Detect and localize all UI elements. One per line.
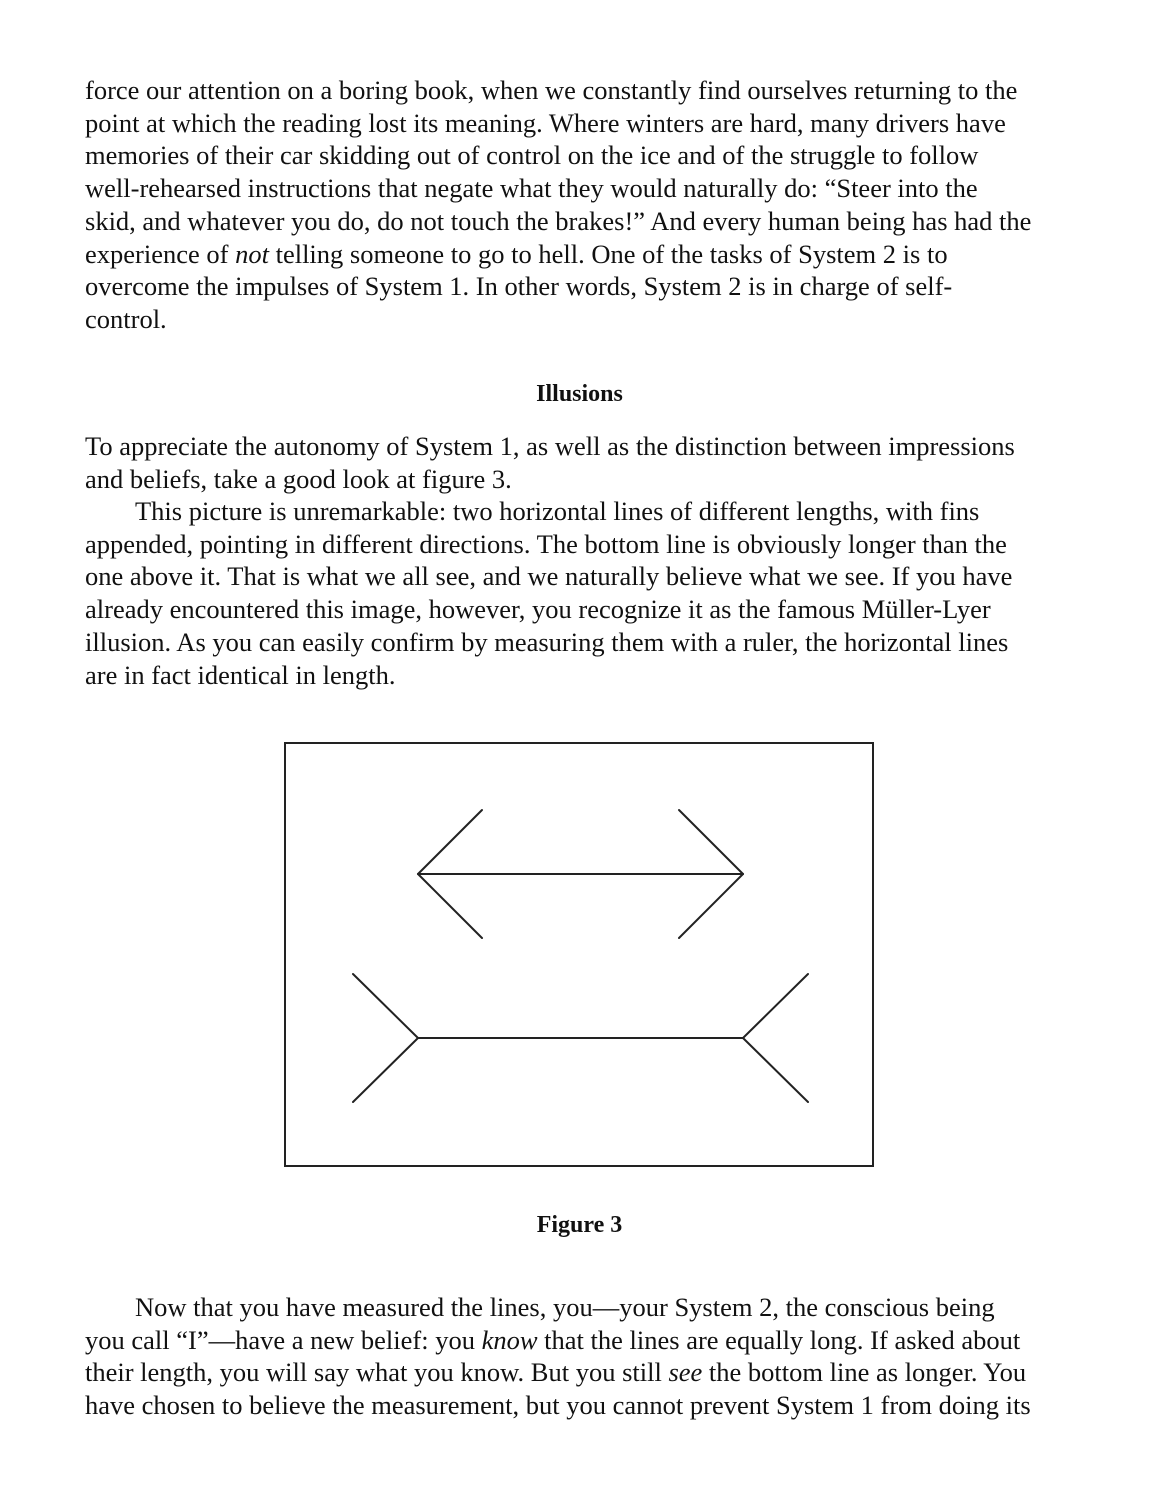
text-line: one above it. That is what we all see, and we naturally believe what we see. If you have [85, 561, 1013, 592]
text-line: skid, and whatever you do, do not touch the brakes!” And every human being has had the [85, 205, 1032, 236]
muller-lyer-illustration [286, 744, 872, 1165]
text-line: control. [85, 303, 167, 334]
text-line: Now that you have measured the lines, you—your System 2, the conscious being [135, 1292, 995, 1322]
text-run: the bottom line as longer. You [702, 1357, 1027, 1388]
text-line: point at which the reading lost its meaning. Where winters are hard, many drivers have [85, 107, 1006, 138]
paragraph-measured-lines [85, 1291, 1085, 1422]
text-line: memories of their car skidding out of control on the ice and of the struggle to follow [85, 140, 979, 171]
text-line [85, 1356, 1085, 1389]
text-line: force our attention on a boring book, when we constantly find ourselves returning to the [85, 75, 1018, 105]
emphasis-know: know [481, 1324, 538, 1355]
text-line: appended, pointing in different directions. The bottom line is obviously longer than the [85, 528, 1007, 559]
text-run: telling someone to go to hell. One of the tasks of System 2 is to [268, 238, 948, 269]
text-run: that the lines are equally long. If asked about [537, 1324, 1021, 1355]
top-right-fin-upper [679, 810, 743, 874]
emphasis-not: not [235, 238, 269, 269]
paragraph-autonomy [85, 430, 1085, 495]
top-right-fin-lower [679, 874, 743, 938]
text-run: their length, you will say what you know. But you still [85, 1357, 669, 1388]
paragraph-picture-description [85, 495, 1085, 691]
bottom-right-fin-lower [743, 1038, 808, 1102]
top-left-fin-lower [418, 874, 482, 938]
emphasis-see: see [668, 1357, 703, 1388]
figure-caption: Figure 3 [536, 1212, 623, 1238]
text-line: illusion. As you can easily confirm by measuring them with a ruler, the horizontal lines [85, 626, 1009, 657]
text-line: have chosen to believe the measurement, but you cannot prevent System 1 from doing its [85, 1390, 1031, 1421]
section-heading-illusions: Illusions [536, 381, 623, 407]
text-run: experience of [85, 238, 236, 269]
text-line [85, 238, 1085, 271]
paragraph-self-control [85, 74, 1085, 336]
top-left-fin-upper [418, 810, 482, 874]
bottom-left-fin-lower [353, 1038, 418, 1102]
text-run: you call “I”—have a new belief: you [85, 1324, 482, 1355]
text-line: To appreciate the autonomy of System 1, as well as the distinction between impressions [85, 431, 1015, 461]
text-line: well-rehearsed instructions that negate what they would naturally do: “Steer into the [85, 173, 978, 204]
text-line: already encountered this image, however, you recognize it as the famous Müller-Lyer [85, 594, 991, 625]
text-line: overcome the impulses of System 1. In other words, System 2 is in charge of self- [85, 271, 953, 302]
text-line [85, 1324, 1085, 1357]
figure-3-frame [284, 742, 874, 1167]
text-line: are in fact identical in length. [85, 659, 396, 690]
bottom-right-fin-upper [743, 974, 808, 1038]
text-line: This picture is unremarkable: two horizontal lines of different lengths, with fins [135, 496, 980, 526]
bottom-left-fin-upper [353, 974, 418, 1038]
text-line: and beliefs, take a good look at figure 3. [85, 463, 512, 494]
